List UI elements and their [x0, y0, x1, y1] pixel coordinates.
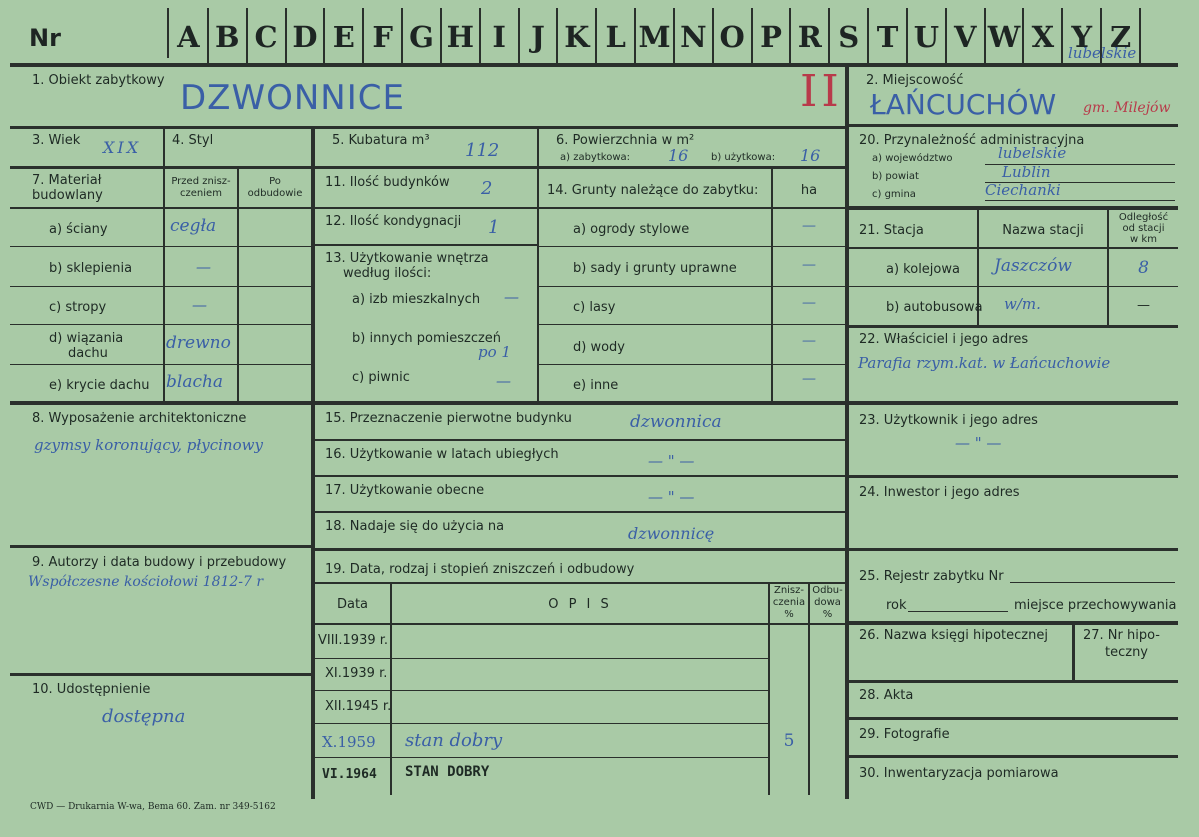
letter-divider: [1139, 8, 1141, 63]
v-3-4: [163, 129, 165, 167]
field-14e-value: —: [802, 371, 816, 387]
letter-c: C: [254, 20, 278, 54]
field-20a-value: lubelskie: [998, 144, 1067, 162]
field-21-dist-1: Odległość: [1118, 212, 1169, 223]
field-29-label: 29. Fotografie: [859, 727, 950, 742]
field-7b-label: b) sklepienia: [49, 261, 133, 276]
rule-7a: [10, 246, 311, 247]
field-19-col-rebuild-2: dowa: [814, 597, 841, 608]
field-14b-label: b) sady i grunty uprawne: [573, 261, 737, 276]
field-7-label-2: budowlany: [32, 188, 103, 203]
field-27-label-1: 27. Nr hipo-: [1083, 628, 1160, 643]
field-19-row3-date: XII.1945 r.: [325, 699, 392, 714]
letter-l: L: [605, 20, 626, 54]
v-26-27: [1072, 625, 1075, 681]
letter-y: Y: [1071, 20, 1093, 54]
letter-m: M: [638, 20, 671, 54]
field-20c-value: Ciechanki: [985, 181, 1061, 199]
field-7d-label-1: d) wiązania: [49, 331, 124, 346]
field-18-value: dzwonnicę: [628, 524, 715, 543]
rule-7c: [10, 324, 311, 325]
field-22-value: Parafia rzym.kat. w Łańcuchowie: [858, 354, 1111, 372]
rule-19-header: [315, 623, 845, 625]
field-13-label-2: według ilości:: [343, 266, 432, 281]
field-14b-value: —: [802, 257, 816, 273]
field-20c-label: c) gmina: [872, 189, 916, 200]
rule-7d: [10, 364, 311, 365]
field-21-dist-2: od stacji: [1122, 223, 1165, 234]
right-column-divider: [845, 67, 849, 799]
field-19-label: 19. Data, rodzaj i stopień zniszczeń i odbudowy: [325, 562, 635, 577]
field-11-value: 2: [481, 178, 493, 199]
field-8-label: 8. Wyposażenie architektoniczne: [32, 411, 247, 426]
field-14-unit: ha: [800, 183, 818, 198]
header-rule: [10, 63, 1178, 67]
printer-footer: CWD — Drukarnia W-wa, Bema 60. Zam. nr 349-5162: [30, 802, 276, 812]
rule-row1: [10, 126, 845, 129]
field-19-row5-date: VI.1964: [322, 767, 377, 782]
rule-25: [849, 621, 1178, 625]
field-13-label-1: 13. Użytkowanie wnętrza: [325, 251, 489, 266]
rule-19r2: [315, 690, 770, 691]
rule-row1-right: [849, 124, 1178, 127]
field-7-label-1: 7. Materiał: [32, 173, 102, 188]
field-7-before-1: Przed znisz-: [171, 176, 231, 187]
letter-x: X: [1031, 20, 1055, 54]
field-7c-value: —: [192, 296, 207, 314]
field-14-label: 14. Grunty należące do zabytku:: [547, 183, 759, 198]
letter-v: V: [953, 20, 977, 54]
field-19-col-destr-3: %: [784, 609, 794, 620]
letter-s: S: [838, 20, 860, 54]
left-column-divider: [311, 129, 315, 799]
field-23-label: 23. Użytkownik i jego adres: [859, 413, 1038, 428]
field-18-label: 18. Nadaje się do użycia na: [325, 519, 505, 534]
field-5-value: 112: [465, 140, 500, 161]
field-24-label: 24. Inwestor i jego adres: [859, 485, 1020, 500]
field-1-value: DZWONNICE: [180, 78, 405, 118]
field-21-name-label: Nazwa stacji: [1002, 223, 1084, 238]
field-19-row2-date: XI.1939 r.: [325, 666, 388, 681]
field-3-value: XIX: [103, 138, 142, 157]
field-14a-value: —: [802, 218, 816, 234]
rule-12: [315, 244, 537, 246]
field-15-value: dzwonnica: [630, 412, 722, 432]
field-19-col-date: Data: [336, 597, 369, 612]
letter-b: B: [214, 20, 240, 54]
rule-19r1: [315, 658, 770, 659]
letter-t: T: [876, 20, 899, 54]
field-7-before-2: czeniem: [180, 188, 222, 199]
field-21-label: 21. Stacja: [859, 223, 924, 238]
rule-21h: [849, 247, 1178, 249]
field-7d-value: drewno: [166, 333, 231, 353]
field-7d-label-2: dachu: [68, 346, 108, 361]
rule-28: [849, 717, 1178, 720]
letter-z: Z: [1109, 20, 1132, 54]
field-25-label: 25. Rejestr zabytku Nr: [859, 569, 1004, 584]
field-23-value: — " —: [955, 434, 1002, 452]
line-25-year: [908, 611, 1008, 612]
field-7a-value: cegła: [170, 216, 217, 236]
letter-o: O: [719, 20, 745, 54]
v-7a: [163, 169, 165, 401]
field-14c-label: c) lasy: [573, 300, 616, 315]
letter-w: W: [987, 20, 1021, 54]
rule-18: [315, 548, 845, 551]
field-7c-label: c) stropy: [49, 300, 107, 315]
field-9-value: Współczesne kościołowi 1812-7 r: [28, 574, 264, 590]
field-19-col-rebuild-1: Odbu-: [812, 585, 843, 596]
rule-14c: [539, 324, 845, 325]
field-7e-value: blacha: [166, 372, 224, 392]
letter-h: H: [446, 20, 474, 54]
field-5-label: 5. Kubatura m³: [332, 133, 430, 148]
field-20-label: 20. Przynależność administracyjna: [859, 133, 1085, 148]
field-17-label: 17. Użytkowanie obecne: [325, 483, 485, 498]
rule-24: [849, 548, 1178, 551]
field-7a-label: a) ściany: [49, 222, 108, 237]
line-25: [1010, 582, 1175, 583]
nr-label: Nr: [29, 24, 61, 52]
field-14a-label: a) ogrody stylowe: [573, 222, 690, 237]
field-15-label: 15. Przeznaczenie pierwotne budynku: [325, 411, 572, 426]
rule-19r4: [315, 757, 770, 758]
letter-g: G: [409, 20, 434, 54]
v-14-ha: [771, 169, 773, 401]
field-27-label-2: teczny: [1105, 645, 1148, 660]
field-13c-value: —: [496, 372, 511, 390]
rule-14a: [539, 246, 845, 247]
field-21b-label: b) autobusowa: [886, 300, 983, 315]
rule-23: [849, 475, 1178, 478]
field-17-value: — " —: [648, 488, 695, 506]
field-10-value: dostępna: [102, 706, 186, 727]
field-21a-dist: 8: [1138, 258, 1149, 278]
field-19-col-rebuild-3: %: [822, 609, 833, 620]
rule-7b: [10, 286, 311, 287]
rule-14h: [539, 207, 845, 209]
field-19-row4-desc: stan dobry: [405, 730, 503, 751]
field-3-label: 3. Wiek: [32, 133, 81, 148]
letter-j: J: [531, 20, 545, 54]
field-14c-value: —: [802, 295, 816, 311]
letter-i: I: [492, 20, 506, 54]
field-6-label: 6. Powierzchnia w m²: [556, 133, 695, 148]
field-13b-label: b) innych pomieszczeń: [352, 331, 502, 346]
line-20c: [985, 200, 1175, 201]
field-10-label: 10. Udostępnienie: [32, 682, 151, 697]
field-21b-dist: —: [1137, 298, 1150, 313]
field-20b-label: b) powiat: [872, 171, 919, 182]
letter-p: P: [760, 20, 782, 54]
field-19-row5-desc: STAN DOBRY: [405, 764, 490, 780]
field-14d-label: d) wody: [573, 340, 625, 355]
field-25-place: miejsce przechowywania: [1014, 598, 1177, 613]
rule-14d: [539, 364, 845, 365]
letter-d: D: [292, 20, 318, 54]
letter-n: N: [680, 20, 707, 54]
field-2-label: 2. Miejscowość: [866, 73, 964, 88]
field-2-value: ŁAŃCUCHÓW: [870, 88, 1057, 121]
field-11-label: 11. Ilość budynków: [325, 175, 450, 190]
field-4-label: 4. Styl: [172, 133, 214, 148]
field-16-label: 16. Użytkowanie w latach ubiegłych: [325, 447, 559, 462]
rule-9: [10, 673, 311, 676]
rule-row2: [10, 166, 845, 169]
field-7b-value: —: [196, 258, 211, 276]
field-19-col-destr-1: Znisz-: [773, 585, 805, 596]
field-12-value: 1: [488, 217, 500, 238]
letter-f: F: [372, 20, 393, 54]
field-6a-label: a) zabytkowa:: [560, 152, 630, 163]
rule-26: [849, 680, 1178, 683]
field-7-after-1: Po: [269, 176, 281, 187]
rule-11: [315, 207, 537, 209]
field-25-year: rok: [886, 598, 907, 613]
field-28-label: 28. Akta: [859, 688, 914, 703]
rule-29: [849, 755, 1178, 758]
field-16-value: — " —: [648, 452, 695, 470]
v-7b: [237, 169, 239, 401]
rule-row7: [10, 401, 845, 405]
field-13a-label: a) izb mieszkalnych: [352, 292, 481, 307]
field-19-col-destr-2: czenia: [772, 597, 806, 608]
field-20b-value: Lublin: [1002, 163, 1051, 181]
letter-r: R: [797, 20, 822, 54]
field-12-label: 12. Ilość kondygnacji: [325, 214, 462, 229]
field-6b-value: 16: [800, 146, 821, 165]
rule-8: [10, 545, 311, 548]
rule-21: [849, 325, 1178, 328]
field-1-label: 1. Obiekt zabytkowy: [32, 73, 165, 88]
rule-22: [849, 401, 1178, 405]
letter-e: E: [332, 20, 355, 54]
field-19-row4-date: X.1959: [322, 733, 376, 751]
field-6b-label: b) użytkowa:: [711, 152, 776, 163]
handwritten-region: lubelskie: [1068, 44, 1137, 62]
letter-u: U: [913, 20, 940, 54]
rule-21a: [849, 286, 1178, 287]
field-13c-label: c) piwnic: [352, 370, 410, 385]
field-14d-value: —: [802, 333, 816, 349]
letter-a: A: [177, 20, 200, 54]
field-19-col-desc: O P I S: [548, 597, 612, 612]
field-19-row4-destr: 5: [783, 731, 795, 751]
field-20a-label: a) województwo: [872, 153, 953, 164]
field-19-row1-date: VIII.1939 r.: [318, 633, 389, 648]
field-7e-label: e) krycie dachu: [49, 378, 150, 393]
rule-19h: [315, 582, 845, 584]
field-21a-name: Jaszczów: [994, 256, 1072, 276]
field-13a-value: —: [504, 288, 519, 306]
rule-16: [315, 475, 845, 477]
field-30-label: 30. Inwentaryzacja pomiarowa: [859, 766, 1059, 781]
field-8-value: gzymsy koronujący, płycinowy: [34, 436, 263, 454]
rule-15: [315, 439, 845, 441]
rule-19r3: [315, 723, 770, 724]
field-22-label: 22. Właściciel i jego adres: [859, 332, 1029, 347]
field-21a-label: a) kolejowa: [886, 262, 960, 277]
field-6a-value: 16: [668, 146, 689, 165]
field-21b-name: w/m.: [1004, 295, 1041, 313]
rule-17: [315, 511, 845, 513]
v-5-6: [537, 129, 539, 167]
field-7-after-2: odbudowie: [247, 188, 303, 199]
rule-20: [849, 206, 1178, 210]
field-13b-value: po 1: [478, 343, 511, 361]
field-21-dist-3: w km: [1130, 234, 1157, 245]
field-2-note: gm. Milejów: [1083, 100, 1171, 116]
roman-number: II: [800, 66, 843, 117]
v-13-14: [537, 169, 539, 401]
rule-7h: [10, 207, 311, 209]
letter-k: K: [564, 20, 590, 54]
field-9-label: 9. Autorzy i data budowy i przebudowy: [32, 555, 287, 570]
rule-14b: [539, 286, 845, 287]
field-14e-label: e) inne: [573, 378, 619, 393]
field-26-label: 26. Nazwa księgi hipotecznej: [859, 628, 1048, 643]
